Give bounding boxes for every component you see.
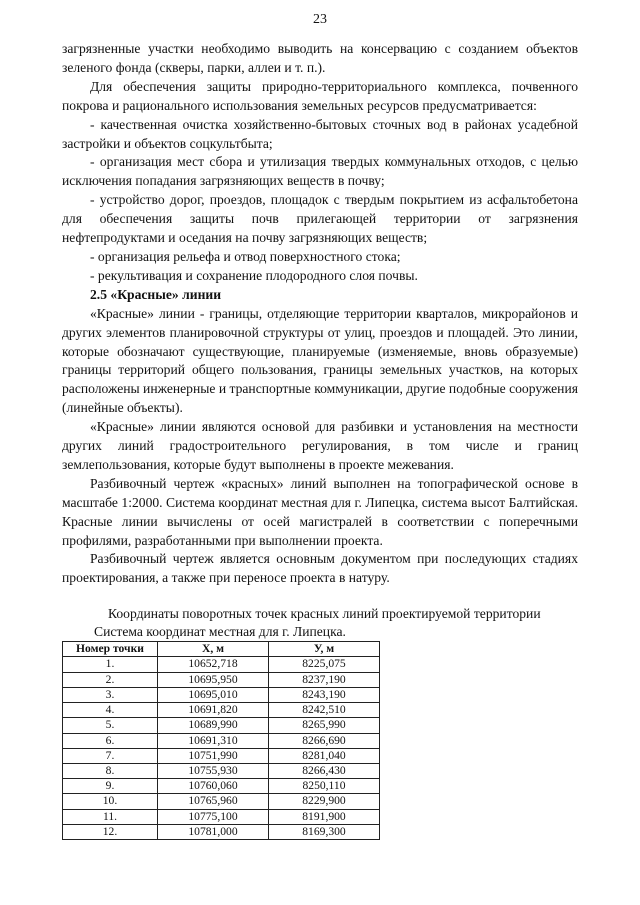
paragraph: «Красные» линии являются основой для разбивки и установления на местности других линий градостроительного регулирования, в том числе и границ землепользования, которые будут выполнены в проекте межевания. <box>62 419 578 472</box>
paragraph: - организация мест сбора и утилизация твердых коммунальных отходов, с целью исключения попадания загрязняющих веществ в почву; <box>62 154 578 189</box>
cell-x: 10695,950 <box>158 672 269 687</box>
table-caption <box>62 605 578 641</box>
section-heading: 2.5 «Красные» линии <box>90 286 222 302</box>
table-row <box>63 657 380 672</box>
table-body <box>63 657 380 839</box>
cell-point-number: 7. <box>63 748 158 763</box>
header-x: X, м <box>158 642 269 657</box>
cell-x: 10755,930 <box>158 763 269 778</box>
cell-x: 10760,060 <box>158 779 269 794</box>
cell-point-number: 6. <box>63 733 158 748</box>
cell-y: 8242,510 <box>269 703 380 718</box>
cell-y: 8243,190 <box>269 687 380 702</box>
cell-x: 10765,960 <box>158 794 269 809</box>
table-header-row <box>63 642 380 657</box>
header-y: У, м <box>269 642 380 657</box>
cell-x: 10751,990 <box>158 748 269 763</box>
cell-y: 8191,900 <box>269 809 380 824</box>
table-caption-line1: Координаты поворотных точек красных линий проектируемой территории <box>108 606 541 622</box>
paragraph: Для обеспечения защиты природно-территориального комплекса, почвенного покрова и рационального использования земельных ресурсов предусматривается: <box>62 78 578 113</box>
cell-x: 10691,820 <box>158 703 269 718</box>
cell-point-number: 5. <box>63 718 158 733</box>
paragraph: Разбивочный чертеж является основным документом при последующих стадиях проектирования, а также при переносе проекта в натуру. <box>62 551 578 586</box>
cell-y: 8266,690 <box>269 733 380 748</box>
paragraph: загрязненные участки необходимо выводить на консервацию с созданием объектов зеленого фонда (скверы, парки, аллеи и т. п.). <box>62 41 578 75</box>
paragraph: - устройство дорог, проездов, площадок с твердым покрытием из асфальтобетона для обеспечения защиты почв прилегающей территории от загрязнения нефтепродуктами и оседания на почву загрязняющих веществ; <box>62 192 578 246</box>
cell-point-number: 4. <box>63 703 158 718</box>
table-row <box>63 687 380 702</box>
cell-y: 8225,075 <box>269 657 380 672</box>
cell-x: 10781,000 <box>158 824 269 839</box>
cell-y: 8266,430 <box>269 763 380 778</box>
table-row <box>63 763 380 778</box>
paragraph: - рекультивация и сохранение плодородного слоя почвы. <box>90 267 418 283</box>
cell-x: 10775,100 <box>158 809 269 824</box>
cell-point-number: 1. <box>63 657 158 672</box>
table-row <box>63 718 380 733</box>
document-body <box>62 40 578 840</box>
cell-y: 8250,110 <box>269 779 380 794</box>
cell-point-number: 2. <box>63 672 158 687</box>
paragraph: - качественная очистка хозяйственно-бытовых сточных вод в районах усадебной застройки и объектов соцкультбыта; <box>62 116 578 151</box>
cell-point-number: 10. <box>63 794 158 809</box>
table-row <box>63 672 380 687</box>
cell-point-number: 3. <box>63 687 158 702</box>
header-point-number: Номер точки <box>63 642 158 657</box>
cell-y: 8169,300 <box>269 824 380 839</box>
paragraphs-section <box>62 305 578 589</box>
cell-x: 10691,310 <box>158 733 269 748</box>
table-row <box>63 779 380 794</box>
cell-x: 10652,718 <box>158 657 269 672</box>
cell-x: 10689,990 <box>158 718 269 733</box>
table-row <box>63 748 380 763</box>
cell-point-number: 8. <box>63 763 158 778</box>
table-row <box>63 703 380 718</box>
table-row <box>63 794 380 809</box>
cell-y: 8229,900 <box>269 794 380 809</box>
cell-point-number: 12. <box>63 824 158 839</box>
page-number: 23 <box>313 12 327 27</box>
coordinates-table <box>62 641 380 840</box>
paragraph: Разбивочный чертеж «красных» линий выполнен на топографической основе в масштабе 1:2000. Система координат местная для г. Липецка, система высот Балтийская. Красные линии вычислены от осей магистралей в соответствии с поперечными профилями, разработанными при выполнении проекта. <box>62 475 578 548</box>
paragraph: - организация рельефа и отвод поверхностного стока; <box>90 248 401 264</box>
cell-y: 8281,040 <box>269 748 380 763</box>
table-caption-line2: Система координат местная для г. Липецка. <box>94 624 346 640</box>
cell-x: 10695,010 <box>158 687 269 702</box>
cell-y: 8265,990 <box>269 718 380 733</box>
table-row <box>63 824 380 839</box>
cell-point-number: 9. <box>63 779 158 794</box>
paragraphs-top <box>62 40 578 286</box>
paragraph: «Красные» линии - границы, отделяющие территории кварталов, микрорайонов и других элементов планировочной структуры от улиц, проездов и площадей. Это линии, которые обозначают существующие, планируемые (изменяемые, вновь образуемые) границы территорий общего пользования, границы земельных участков, на которых расположены инженерные и транспортные коммуникации, другие подобные сооружения (линейные объекты). <box>62 305 578 416</box>
table-row <box>63 733 380 748</box>
cell-y: 8237,190 <box>269 672 380 687</box>
table-row <box>63 809 380 824</box>
cell-point-number: 11. <box>63 809 158 824</box>
